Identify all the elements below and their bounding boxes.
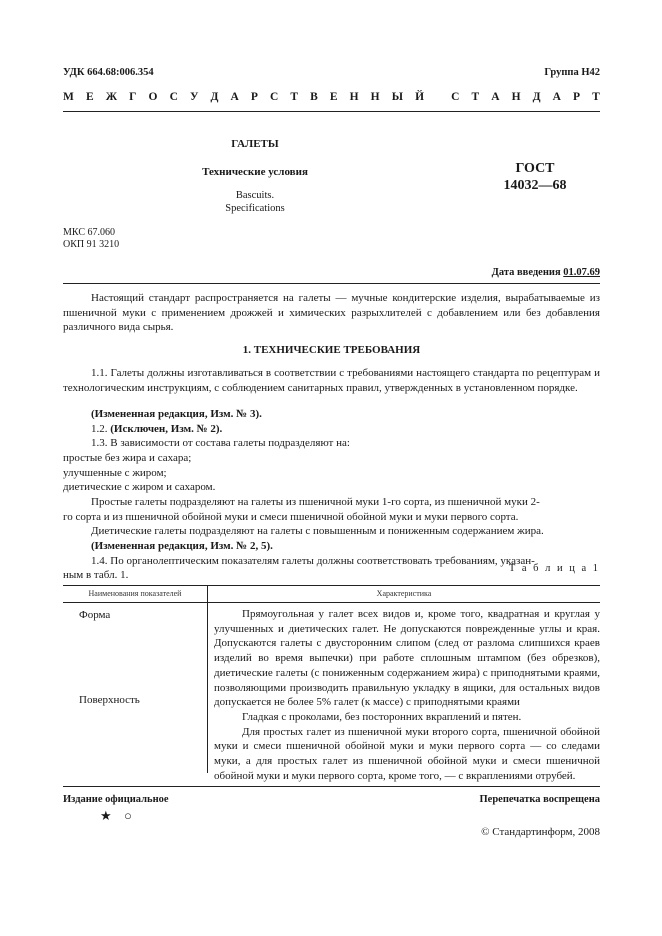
group-code: Группа Н42 — [544, 67, 600, 78]
clause-1-2-excluded: (Исключен, Изм. № 2). — [110, 423, 223, 435]
header-rule — [63, 111, 600, 112]
clause-1-1: 1.1. Галеты должны изготавливаться в соответствии с требованиями настоящего стандарта по рецептурам и технологическим инструкциям, с соблюдением санитарных правил, утвержденных в установленном порядке. — [63, 367, 600, 394]
table-row-name-form: Форма — [79, 609, 111, 621]
interstate-letter: Й — [415, 91, 425, 103]
interstate-letter: А — [491, 91, 500, 103]
interstate-letter: Ы — [391, 91, 403, 103]
introduction-date-label: Дата введения — [491, 267, 561, 278]
interstate-letter: Ж — [105, 91, 118, 103]
interstate-letter: Р — [573, 91, 581, 103]
table-header-indicator: Наименования показателей — [88, 589, 182, 598]
udk-code: УДК 664.68:006.354 — [63, 67, 154, 78]
introduction-date — [492, 267, 600, 278]
kind-simple: простые без жира и сахара; — [63, 452, 192, 464]
section-heading: 1. ТЕХНИЧЕСКИЕ ТРЕБОВАНИЯ — [242, 344, 421, 356]
interstate-standard-heading — [63, 91, 600, 103]
interstate-letter: Н — [349, 91, 359, 103]
interstate-letter: Е — [329, 91, 338, 103]
footer-rule — [63, 786, 600, 787]
document-title: ГАЛЕТЫ — [231, 138, 279, 150]
interstate-letter: О — [148, 91, 158, 103]
interstate-letter: А — [230, 91, 239, 103]
table-row-text-surface-1: Гладкая с проколами, без посторонних вкраплений и пятен. — [242, 710, 522, 723]
clause-1-4-line2: ным в табл. 1. — [63, 569, 129, 581]
clause-1-2-number: 1.2. — [91, 423, 111, 435]
copyright-notice: © Стандартинформ, 2008 — [481, 826, 600, 838]
interstate-letter: Т — [290, 91, 299, 103]
intro-paragraph: Настоящий стандарт распространяется на галеты — мучные кондитерские изделия, вырабатываемые из пшеничной муки с применением дрожжей и химических разрыхлителей с добавлением или без добавления различного вида сырья. — [63, 292, 600, 334]
interstate-letter: Д — [532, 91, 541, 103]
simple-types-line2: го сорта и из пшеничной обойной муки и смеси пшеничной обойной муки и муки первого сорта. — [63, 511, 519, 523]
table-top-rule — [63, 585, 600, 586]
introduction-date-value: 01.07.69 — [563, 267, 600, 278]
interstate-letter: Н — [370, 91, 380, 103]
interstate-letter: С — [451, 91, 460, 103]
interstate-letter: В — [310, 91, 318, 103]
interstate-letter — [436, 91, 439, 103]
mks-code: МКС 67.060 — [63, 227, 115, 238]
circle-icon: ○ — [124, 808, 132, 823]
table-column-divider — [207, 585, 208, 773]
table-header-rule — [63, 602, 600, 603]
okp-code: ОКП 91 3210 — [63, 239, 120, 250]
english-title-line1: Bascuits. — [235, 190, 275, 201]
table-row-text-form: Прямоугольная у галет всех видов и, кроме того, квадратная и круглая у улучшенных и диетических галет. Не допускаются поврежденные углы и края. Допускаются галеты с двусторонним слипом (след от разлома слипшихся краев изделий во время выпечки) при работе сплошным штампом (без обрезков), диетические галеты (с пониженным содержанием жира) с приподнятыми краями, позволяющими производить правильную укладку в ящики, для остальных видов допускается не более 5% галет (к массе) с приподнятыми краями — [214, 608, 600, 709]
document-subtitle: Технические условия — [202, 166, 308, 178]
clause-1-3: 1.3. В зависимости от состава галеты подразделяют на: — [91, 437, 350, 449]
interstate-letter: Т — [471, 91, 480, 103]
interstate-letter: Д — [210, 91, 219, 103]
date-rule — [63, 283, 600, 284]
interstate-letter: Р — [250, 91, 258, 103]
table-row-name-surface: Поверхность — [79, 694, 140, 706]
clause-1-2 — [63, 422, 628, 437]
table-caption: Т а б л и ц а 1 — [508, 563, 600, 574]
gost-code: 14032—68 — [503, 178, 567, 193]
interstate-letter: Г — [129, 91, 137, 103]
table-header-characteristic: Характеристика — [376, 589, 432, 598]
interstate-letter: У — [189, 91, 199, 103]
english-title-line2: Specifications — [225, 203, 285, 214]
star-icon: ★ — [100, 808, 112, 823]
clause-1-4-line1: 1.4. По органолептическим показателям галеты должны соответствовать требованиям, указан- — [91, 555, 535, 567]
edit-note-2: (Измененная редакция, Изм. № 2, 5). — [91, 540, 273, 552]
official-edition-label: Издание официальное — [63, 794, 169, 805]
gost-label: ГОСТ — [515, 161, 555, 176]
interstate-letter: С — [169, 91, 178, 103]
table-row-text-surface-2: Для простых галет из пшеничной муки второго сорта, пшеничной обойной муки и смеси пшеничной обойной муки и муки первого сорта — со следами муки, а для простых галет из пшеничной обойной муки и смеси пшеничной обойной муки и муки первого сорта, кроме того, — с вкраплениями отрубей. — [214, 725, 600, 782]
reprint-prohibited-label: Перепечатка воспрещена — [479, 794, 600, 805]
interstate-letter: А — [552, 91, 561, 103]
gost-number — [470, 160, 600, 194]
interstate-letter: Т — [592, 91, 600, 103]
interstate-letter: С — [270, 91, 279, 103]
kind-improved: улучшенные с жиром; — [63, 467, 167, 479]
edit-note-1: (Измененная редакция, Изм. № 3). — [91, 408, 262, 420]
interstate-letter: М — [63, 91, 74, 103]
interstate-letter: Н — [511, 91, 521, 103]
dietary-types: Диетические галеты подразделяют на галеты с повышенным и пониженным содержанием жира. — [91, 525, 544, 537]
interstate-letter: Е — [85, 91, 94, 103]
table-characteristics — [214, 607, 600, 783]
simple-types-line1: Простые галеты подразделяют на галеты из пшеничной муки 1-го сорта, из пшеничной муки 2- — [91, 496, 540, 508]
kind-dietary: диетические с жиром и сахаром. — [63, 481, 216, 493]
